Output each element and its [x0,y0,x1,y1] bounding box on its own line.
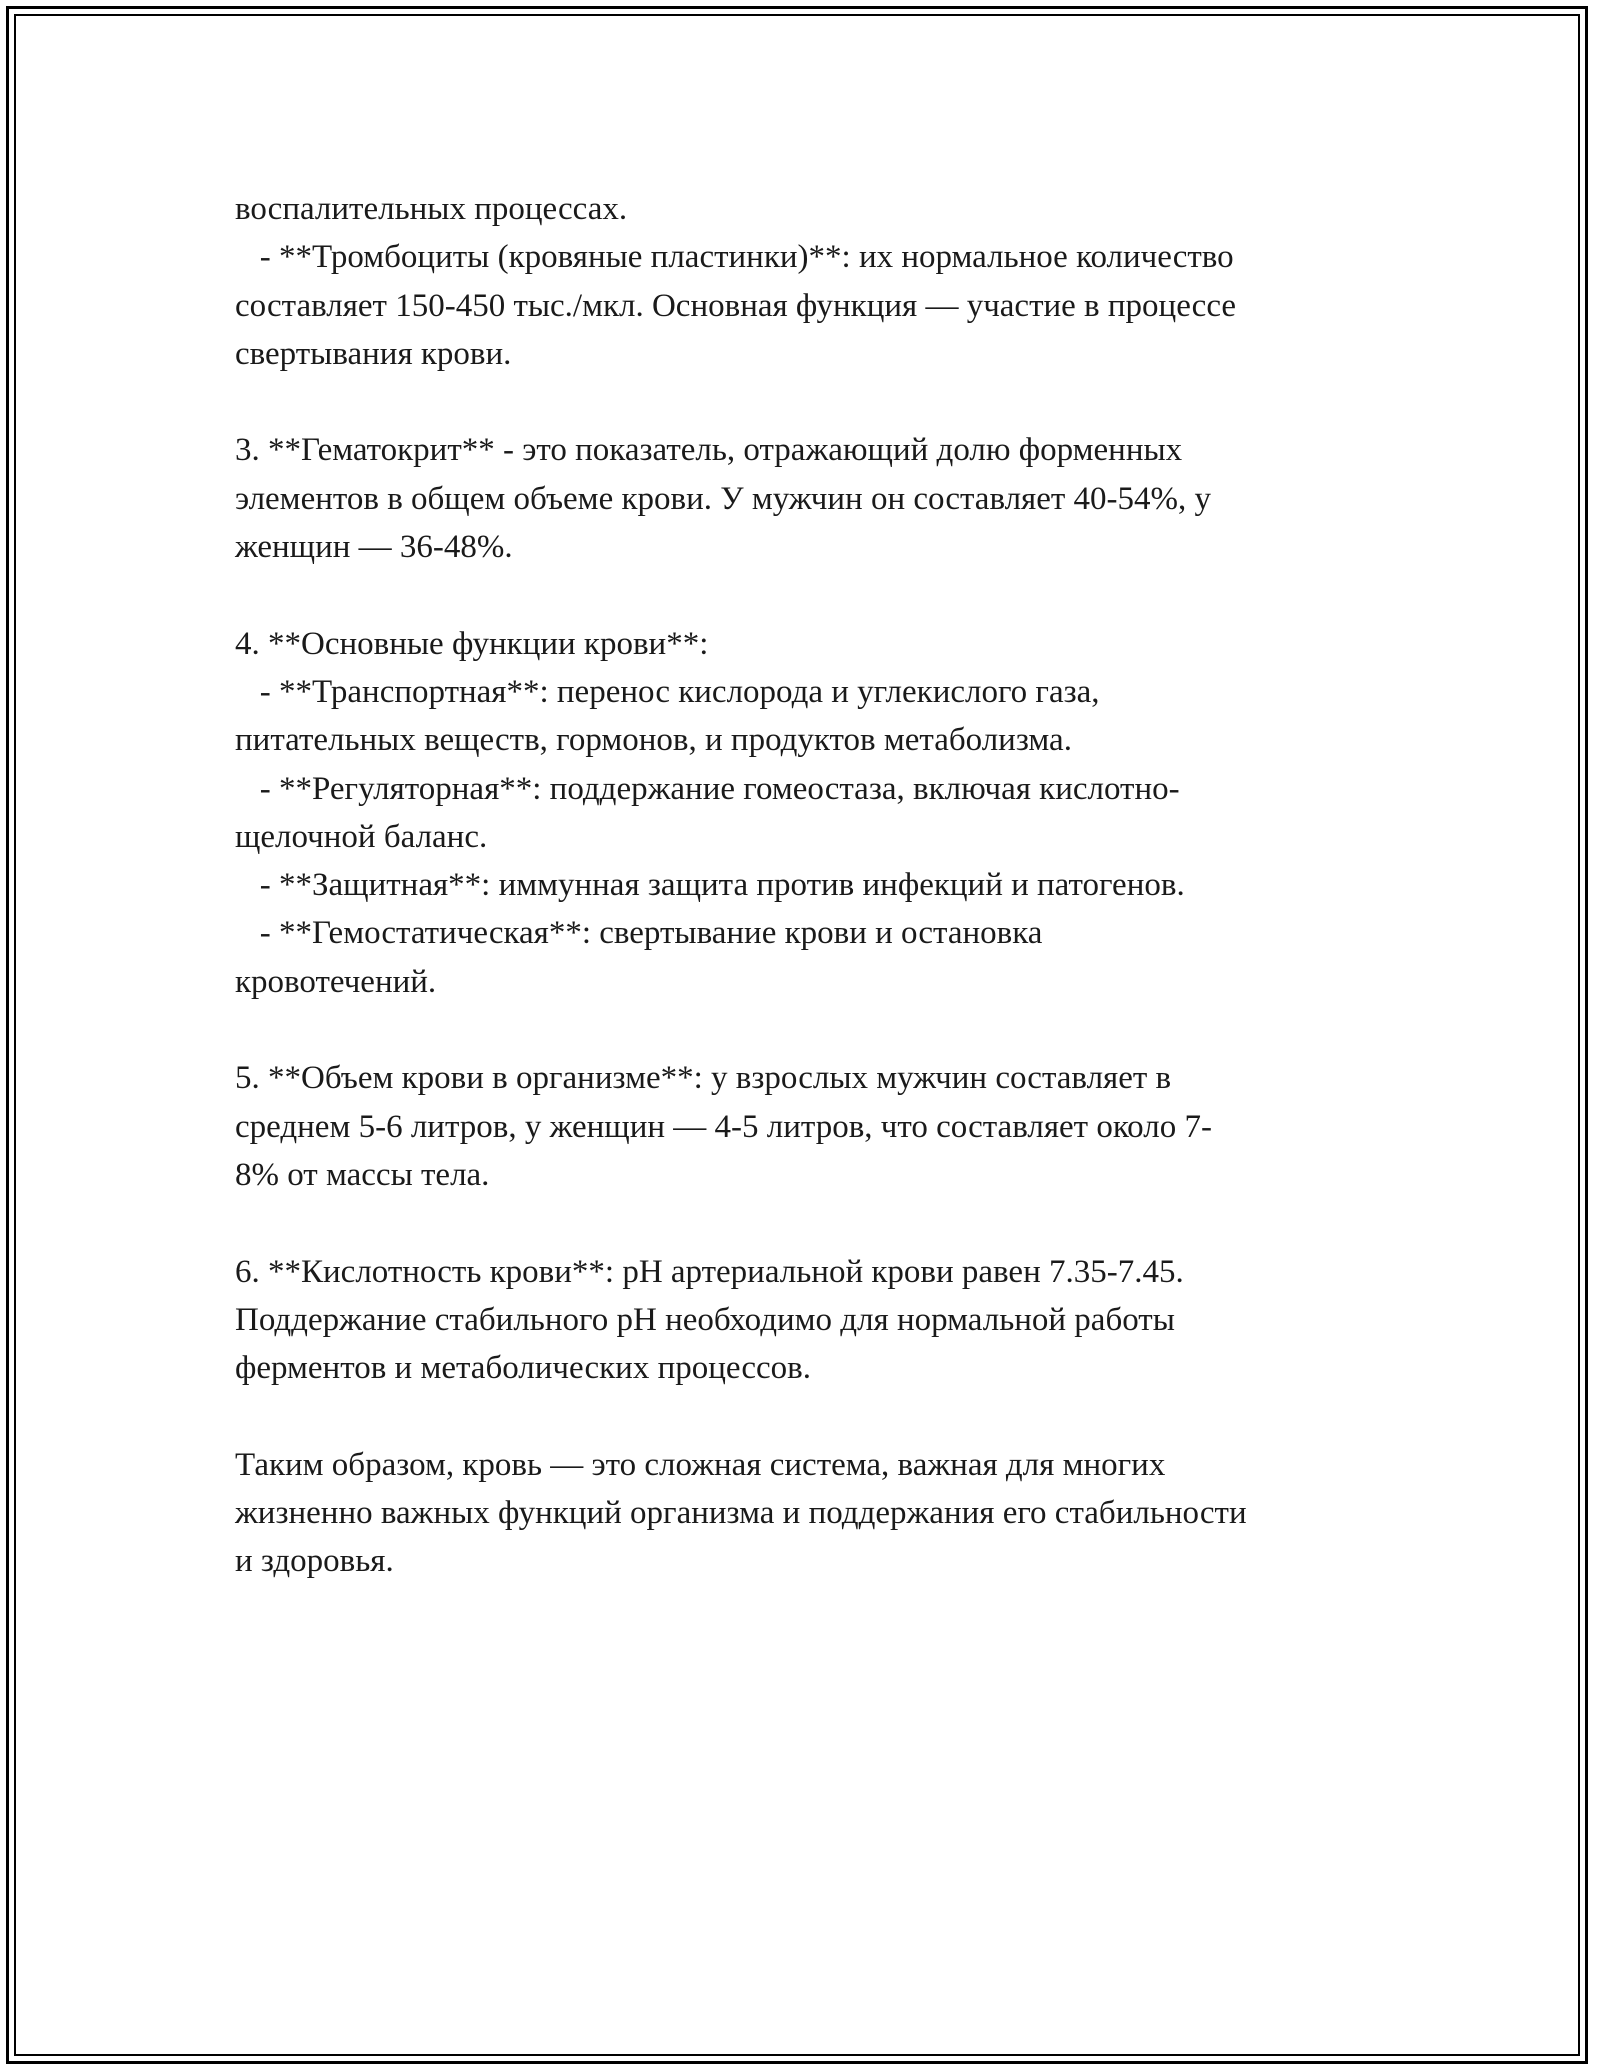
text-line: - **Тромбоциты (кровяные пластинки)**: их нормальное количество [235,239,1234,276]
text-line: 5. **Объем крови в организме**: у взрослых мужчин составляет в [235,1060,1172,1097]
text-line: составляет 150-450 тыс./мкл. Основная функция — участие в процессе [235,287,1237,324]
text-line: среднем 5-6 литров, у женщин — 4-5 литров, что составляет около 7- [235,1108,1212,1145]
text-line: жизненно важных функций организма и поддержания его стабильности [235,1495,1247,1532]
text-line: ферментов и метаболических процессов. [235,1350,812,1387]
text-line: щелочной баланс. [235,818,488,855]
blank-line [235,571,1395,619]
text-line: 3. **Гематокрит** - это показатель, отражающий долю форменных [235,432,1183,469]
blank-line [235,378,1395,426]
text-line: Таким образом, кровь — это сложная система, важная для многих [235,1446,1166,1483]
text-line: 8% от массы тела. [235,1156,490,1193]
blank-line [235,1006,1395,1054]
text-line: Поддержание стабильного pH необходимо для нормальной работы [235,1301,1175,1338]
text-line: 4. **Основные функции крови**: [235,625,709,662]
text-line: элементов в общем объеме крови. У мужчин он составляет 40-54%, у [235,480,1212,517]
blank-line [235,1392,1395,1440]
document-text [235,185,1395,1586]
text-line: питательных веществ, гормонов, и продуктов метаболизма. [235,722,1072,759]
text-line: - **Регуляторная**: поддержание гомеостаза, включая кислотно- [235,770,1180,807]
text-line: - **Гемостатическая**: свертывание крови и остановка [235,915,1043,952]
text-line: кровотечений. [235,963,437,1000]
text-line: свертывания крови. [235,335,512,372]
text-line: и здоровья. [235,1543,394,1580]
text-line: воспалительных процессах. [235,191,628,227]
blank-line [235,1199,1395,1247]
text-line: 6. **Кислотность крови**: pH артериальной крови равен 7.35-7.45. [235,1253,1184,1290]
text-line: - **Защитная**: иммунная защита против инфекций и патогенов. [235,867,1185,904]
text-line: женщин — 36-48%. [235,529,513,566]
text-line: - **Транспортная**: перенос кислорода и углекислого газа, [235,673,1100,710]
